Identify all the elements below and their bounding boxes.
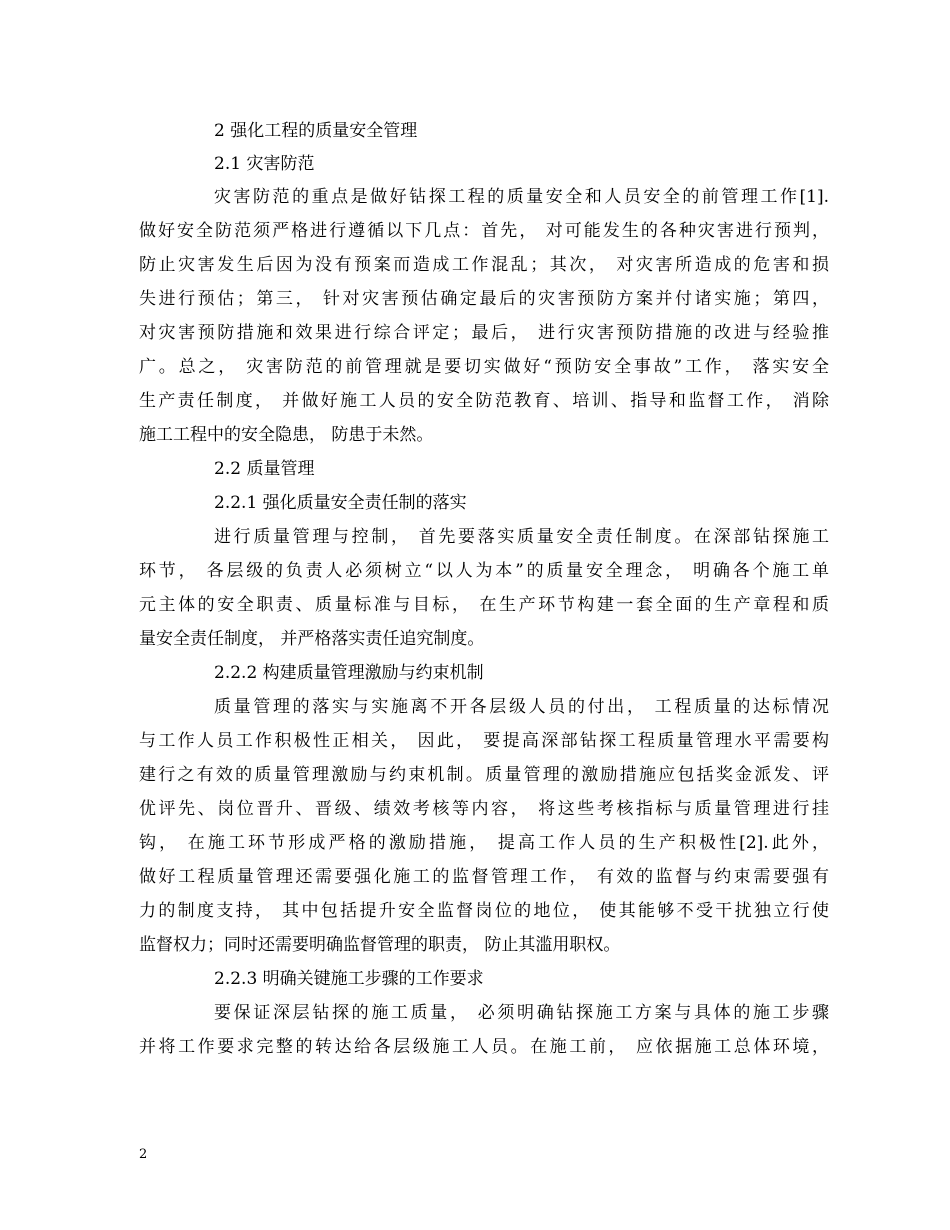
section-heading: 2 强化工程的质量安全管理 — [214, 121, 418, 141]
paragraph-line: 对灾害预防措施和效果进行综合评定；最后， 进行灾害预防措施的改进与经验推 — [139, 323, 829, 343]
subsubsection-heading: 2.2.1 强化质量安全责任制的落实 — [214, 493, 467, 513]
paragraph-line: 质量管理的落实与实施离不开各层级人员的付出， 工程质量的达标情况 — [214, 697, 829, 717]
paragraph-line: 进行质量管理与控制， 首先要落实质量安全责任制度。在深部钻探施工 — [214, 527, 829, 547]
paragraph-line: 建行之有效的质量管理激励与约束机制。质量管理的激励措施应包括奖金派发、评 — [139, 765, 829, 785]
paragraph-line: 力的制度支持， 其中包括提升安全监督岗位的地位， 使其能够不受干扰独立行使 — [139, 901, 829, 921]
paragraph-line: 元主体的安全职责、质量标准与目标， 在生产环节构建一套全面的生产章程和质 — [139, 595, 829, 615]
paragraph-line: 防止灾害发生后因为没有预案而造成工作混乱；其次， 对灾害所造成的危害和损 — [139, 255, 829, 275]
paragraph-line: 要保证深层钻探的施工质量， 必须明确钻探施工方案与具体的施工步骤 — [214, 1003, 829, 1023]
paragraph-line: 施工工程中的安全隐患， 防患于未然。 — [139, 425, 434, 445]
paragraph-line: 监督权力；同时还需要明确监督管理的职责， 防止其滥用职权。 — [139, 935, 621, 955]
paragraph-line: 生产责任制度， 并做好施工人员的安全防范教育、培训、指导和监督工作， 消除 — [139, 391, 829, 411]
paragraph-line: 量安全责任制度， 并严格落实责任追究制度。 — [139, 629, 485, 649]
subsection-heading: 2.1 灾害防范 — [214, 154, 315, 174]
paragraph-line: 做好工程质量管理还需要强化施工的监督管理工作， 有效的监督与约束需要强有 — [139, 867, 829, 887]
page-number: 2 — [139, 1147, 148, 1162]
paragraph-line: 优评先、岗位晋升、晋级、绩效考核等内容， 将这些考核指标与质量管理进行挂 — [139, 799, 829, 819]
paragraph-line: 与工作人员工作积极性正相关， 因此， 要提高深部钻探工程质量管理水平需要构 — [139, 731, 829, 751]
subsubsection-heading: 2.2.3 明确关键施工步骤的工作要求 — [214, 969, 484, 989]
subsubsection-heading: 2.2.2 构建质量管理激励与约束机制 — [214, 663, 484, 683]
paragraph-line: 做好安全防范须严格进行遵循以下几点：首先， 对可能发生的各种灾害进行预判， — [139, 221, 829, 241]
paragraph-line: 并将工作要求完整的转达给各层级施工人员。在施工前， 应依据施工总体环境， — [139, 1037, 829, 1057]
subsection-heading: 2.2 质量管理 — [214, 459, 315, 479]
paragraph-line: 灾害防范的重点是做好钻探工程的质量安全和人员安全的前管理工作[1]. — [214, 187, 829, 207]
paragraph-line: 广。总之， 灾害防范的前管理就是要切实做好“预防安全事故”工作， 落实安全 — [139, 357, 829, 377]
paragraph-line: 钩， 在施工环节形成严格的激励措施， 提高工作人员的生产积极性[2].此外， — [139, 833, 829, 853]
paragraph-line: 环节， 各层级的负责人必须树立“以人为本”的质量安全理念， 明确各个施工单 — [139, 561, 829, 581]
paragraph-line: 失进行预估；第三， 针对灾害预估确定最后的灾害预防方案并付诸实施；第四， — [139, 289, 829, 309]
